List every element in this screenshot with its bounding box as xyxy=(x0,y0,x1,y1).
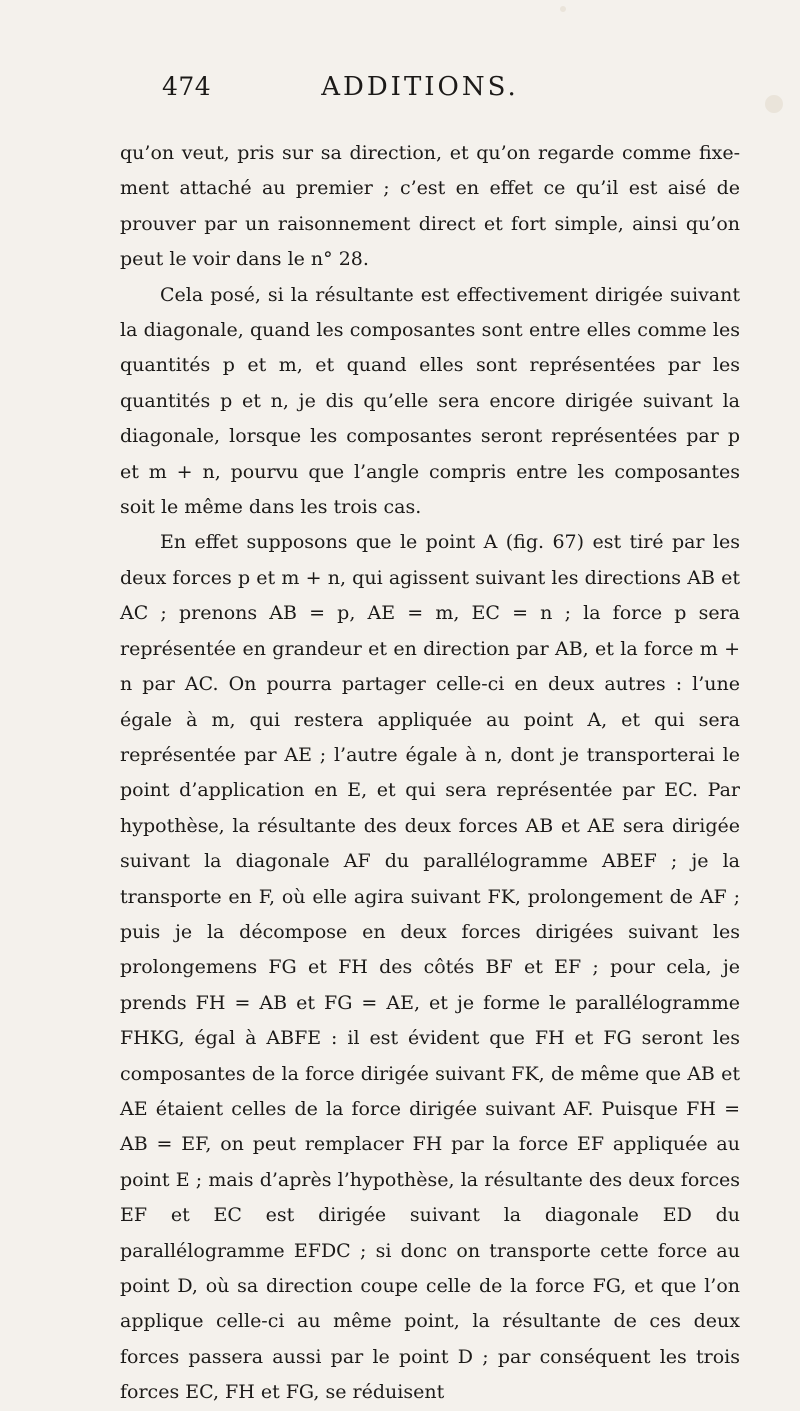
paper-stain xyxy=(560,6,566,12)
running-title: ADDITIONS. xyxy=(321,72,519,102)
body-text xyxy=(50,136,750,1411)
page-header xyxy=(50,72,750,126)
paragraph-continuation: qu’on veut, pris sur sa direction, et qu’on regarde comme fixement attaché au premier ; c’est en effet ce qu’il est aisé de prouver par un raisonnement direct et fort simple, ainsi qu’on peut le voir dans le n° 28. xyxy=(120,142,740,271)
paragraph: En effet supposons que le point A (fig. 67) est tiré par les deux forces p et m + n, qui agissent suivant les directions AB et AC ; prenons AB = p, AE = m, EC = n ; la force p sera représentée en grandeur et en direction par AB, et la force m + n par AC. On pourra partager celle-ci en deux autres : l’une égale à m, qui restera appliquée au point A, et qui sera représentée par AE ; l’autre égale à n, dont je transporterai le point d’application en E, et qui sera représentée par EC. Par hypothèse, la résultante des deux forces AB et AE sera dirigée suivant la diagonale AF du parallélogramme ABEF ; je la transporte en F, où elle agira suivant FK, prolongement de AF ; puis je la décompose en deux forces dirigées suivant les prolongemens FG et FH des côtés BF et EF ; pour cela, je prends FH = AB et FG = AE, et je forme le parallélogramme FHKG, égal à ABFE : il est évident que FH et FG seront les composantes de la force dirigée suivant FK, de même que AB et AE étaient celles de la force dirigée suivant AF. Puisque FH = AB = EF, on peut remplacer FH par la force EF appliquée au point E ; mais d’après l’hypothèse, la résultante des deux forces EF et EC est dirigée suivant la diagonale ED du parallélogramme EFDC ; si donc on transporte cette force au point D, où sa direction coupe celle de la force FG, et que l’on applique celle-ci au même point, la résultante de ces deux forces passera aussi par le point D ; par conséquent les trois forces EC, FH et FG, se réduisent xyxy=(120,531,740,1404)
paper-stain xyxy=(765,95,783,113)
paragraph: Cela posé, si la résultante est effectivement dirigée suivant la diagonale, quand les composantes sont entre elles comme les quantités p et m, et quand elles sont représentées par les quantités p et n, je dis qu’elle sera encore dirigée suivant la diagonale, lorsque les composantes seront représentées par p et m + n, pourvu que l’angle compris entre les composantes soit le même dans les trois cas. xyxy=(120,283,740,519)
page-number: 474 xyxy=(162,72,212,101)
